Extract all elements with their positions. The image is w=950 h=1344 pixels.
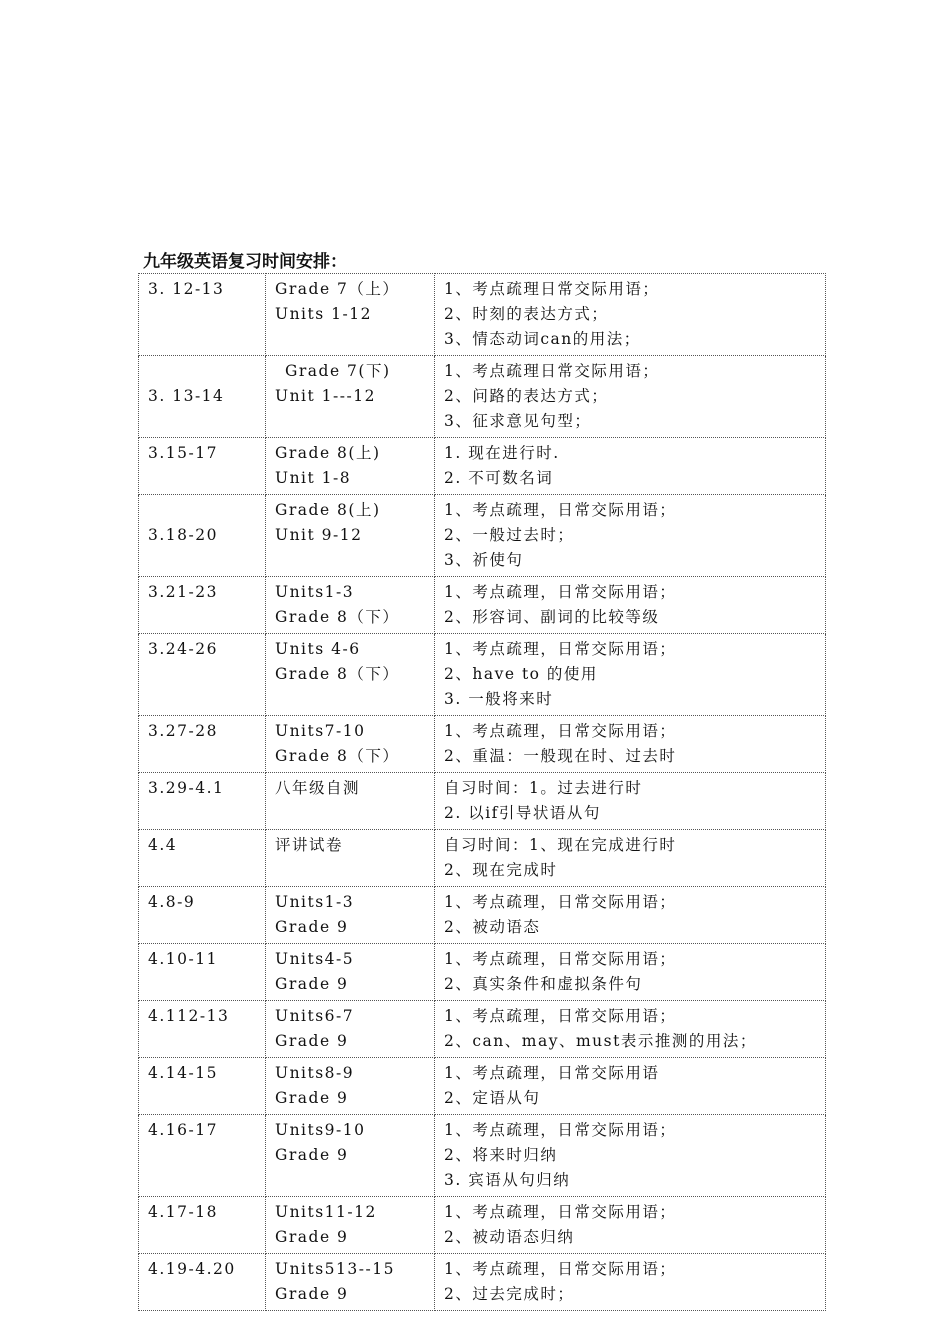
content-cell [435,274,826,356]
date-cell [139,1058,266,1115]
date-text: 3.21-23 [148,583,218,601]
date-text: 4.8-9 [148,893,196,911]
date-text: 3.27-28 [148,722,218,740]
material-cell [266,634,435,716]
content-cell [435,716,826,773]
material-line: Units11-12 [275,1203,377,1221]
date-text: 4.16-17 [148,1121,218,1139]
content-line: 1. 现在进行时. [444,444,560,462]
material-line: 八年级自测 [275,779,361,797]
date-text: 4.112-13 [148,1007,230,1025]
table-row [139,577,826,634]
date-text: 4.14-15 [148,1064,218,1082]
date-cell [139,1254,266,1311]
table-row [139,773,826,830]
date-cell [139,356,266,438]
content-line: 1、考点疏理，日常交际用语； [444,950,677,968]
material-cell [266,1254,435,1311]
page-title: 九年级英语复习时间安排： [143,252,347,272]
date-cell [139,438,266,495]
material-cell [266,773,435,830]
date-text: 3.24-26 [148,640,218,658]
content-line: 2、have to 的使用 [444,665,598,683]
content-line: 自习时间：1。过去进行时 [444,779,643,797]
content-line: 1、考点疏理，日常交际用语； [444,640,677,658]
material-cell [266,1058,435,1115]
content-line: 2、被动语态归纳 [444,1228,575,1246]
content-line: 3、祈使句 [444,551,524,569]
material-line: Grade 7(下) [285,362,391,380]
content-line: 1、考点疏理，日常交际用语； [444,501,677,519]
date-text: 3. 12-13 [148,280,225,298]
content-line: 1、考点疏理，日常交际用语 [444,1064,660,1082]
material-cell [266,1197,435,1254]
content-line: 2、重温：一般现在时、过去时 [444,747,677,765]
date-cell [139,887,266,944]
content-cell [435,1115,826,1197]
table-row [139,1058,826,1115]
content-line: 2、一般过去时； [444,526,575,544]
material-line: Units 1-12 [275,305,372,323]
material-line: Grade 9 [275,918,349,936]
material-line: Units 4-6 [275,640,361,658]
material-cell [266,887,435,944]
date-cell [139,274,266,356]
schedule-table [138,273,826,1311]
content-line: 2、真实条件和虚拟条件句 [444,975,643,993]
material-cell [266,495,435,577]
material-line: Grade 8（下） [275,608,400,626]
table-row [139,495,826,577]
content-cell [435,1197,826,1254]
date-text: 3.18-20 [148,526,218,544]
content-line: 3. 宾语从句归纳 [444,1171,571,1189]
table-row [139,944,826,1001]
date-text: 4.4 [148,836,178,854]
date-cell [139,1197,266,1254]
content-cell [435,577,826,634]
date-text: 3.29-4.1 [148,779,225,797]
content-cell [435,773,826,830]
content-line: 2、问路的表达方式； [444,387,609,405]
material-line: Grade 8（下） [275,665,400,683]
content-line: 2、将来时归纳 [444,1146,558,1164]
table-row [139,1001,826,1058]
material-line: Grade 9 [275,1089,349,1107]
material-cell [266,944,435,1001]
content-cell [435,438,826,495]
material-line: 评讲试卷 [275,836,344,854]
material-line: Units4-5 [275,950,355,968]
material-cell [266,1115,435,1197]
date-cell [139,716,266,773]
content-cell [435,830,826,887]
table-row [139,274,826,356]
material-line: Units8-9 [275,1064,355,1082]
table-row [139,356,826,438]
material-cell [266,438,435,495]
material-line: Grade 8(上) [275,501,381,519]
material-line: Grade 9 [275,1285,349,1303]
content-line: 1、考点疏理，日常交际用语； [444,893,677,911]
table-row [139,1197,826,1254]
material-line: Unit 9-12 [275,526,363,544]
date-cell [139,577,266,634]
material-line: Units1-3 [275,893,355,911]
content-line: 2、被动语态 [444,918,541,936]
content-line: 3. 一般将来时 [444,690,554,708]
table-row [139,830,826,887]
material-line: Grade 8(上) [275,444,381,462]
date-text: 4.17-18 [148,1203,218,1221]
date-cell [139,1115,266,1197]
content-line: 1、考点疏理，日常交际用语； [444,1260,677,1278]
content-line: 2. 以if引导状语从句 [444,804,601,822]
material-line: Grade 9 [275,1032,349,1050]
material-cell [266,356,435,438]
date-cell [139,1001,266,1058]
content-cell [435,1254,826,1311]
material-cell [266,274,435,356]
material-cell [266,830,435,887]
material-cell [266,1001,435,1058]
table-row [139,716,826,773]
content-cell [435,944,826,1001]
date-text: 4.19-4.20 [148,1260,236,1278]
date-cell [139,773,266,830]
material-line: Unit 1---12 [275,387,376,405]
content-line: 3、情态动词can的用法； [444,330,641,348]
content-cell [435,634,826,716]
date-cell [139,830,266,887]
content-cell [435,495,826,577]
content-line: 3、征求意见句型； [444,412,592,430]
content-cell [435,1001,826,1058]
material-line: Grade 9 [275,1228,349,1246]
content-line: 1、考点疏理，日常交际用语； [444,1007,677,1025]
material-cell [266,716,435,773]
content-cell [435,1058,826,1115]
material-line: Grade 7（上） [275,280,400,298]
content-line: 2、过去完成时； [444,1285,575,1303]
content-line: 2、定语从句 [444,1089,541,1107]
date-text: 3.15-17 [148,444,218,462]
material-line: Grade 9 [275,975,349,993]
content-line: 1、考点疏理，日常交际用语； [444,1203,677,1221]
content-line: 2、can、may、must表示推测的用法； [444,1032,757,1050]
content-line: 2、形容词、副词的比较等级 [444,608,660,626]
date-cell [139,634,266,716]
material-line: Units9-10 [275,1121,366,1139]
table-row [139,1115,826,1197]
content-cell [435,887,826,944]
content-line: 1、考点疏理日常交际用语； [444,280,660,298]
material-line: Units1-3 [275,583,355,601]
material-line: Units7-10 [275,722,366,740]
content-line: 自习时间：1、现在完成进行时 [444,836,677,854]
material-cell [266,577,435,634]
content-line: 1、考点疏理日常交际用语； [444,362,660,380]
date-text: 4.10-11 [148,950,218,968]
content-line: 1、考点疏理，日常交际用语； [444,583,677,601]
content-line: 1、考点疏理，日常交际用语； [444,1121,677,1139]
content-line: 1、考点疏理，日常交际用语； [444,722,677,740]
material-line: Units6-7 [275,1007,355,1025]
table-row [139,1254,826,1311]
table-row [139,887,826,944]
table-row [139,438,826,495]
content-line: 2、现在完成时 [444,861,558,879]
content-line: 2. 不可数名词 [444,469,554,487]
content-line: 2、时刻的表达方式； [444,305,609,323]
date-text: 3. 13-14 [148,387,225,405]
date-cell [139,495,266,577]
material-line: Grade 8（下） [275,747,400,765]
material-line: Grade 9 [275,1146,349,1164]
material-line: Unit 1-8 [275,469,352,487]
content-cell [435,356,826,438]
material-line: Units513--15 [275,1260,395,1278]
table-row [139,634,826,716]
date-cell [139,944,266,1001]
